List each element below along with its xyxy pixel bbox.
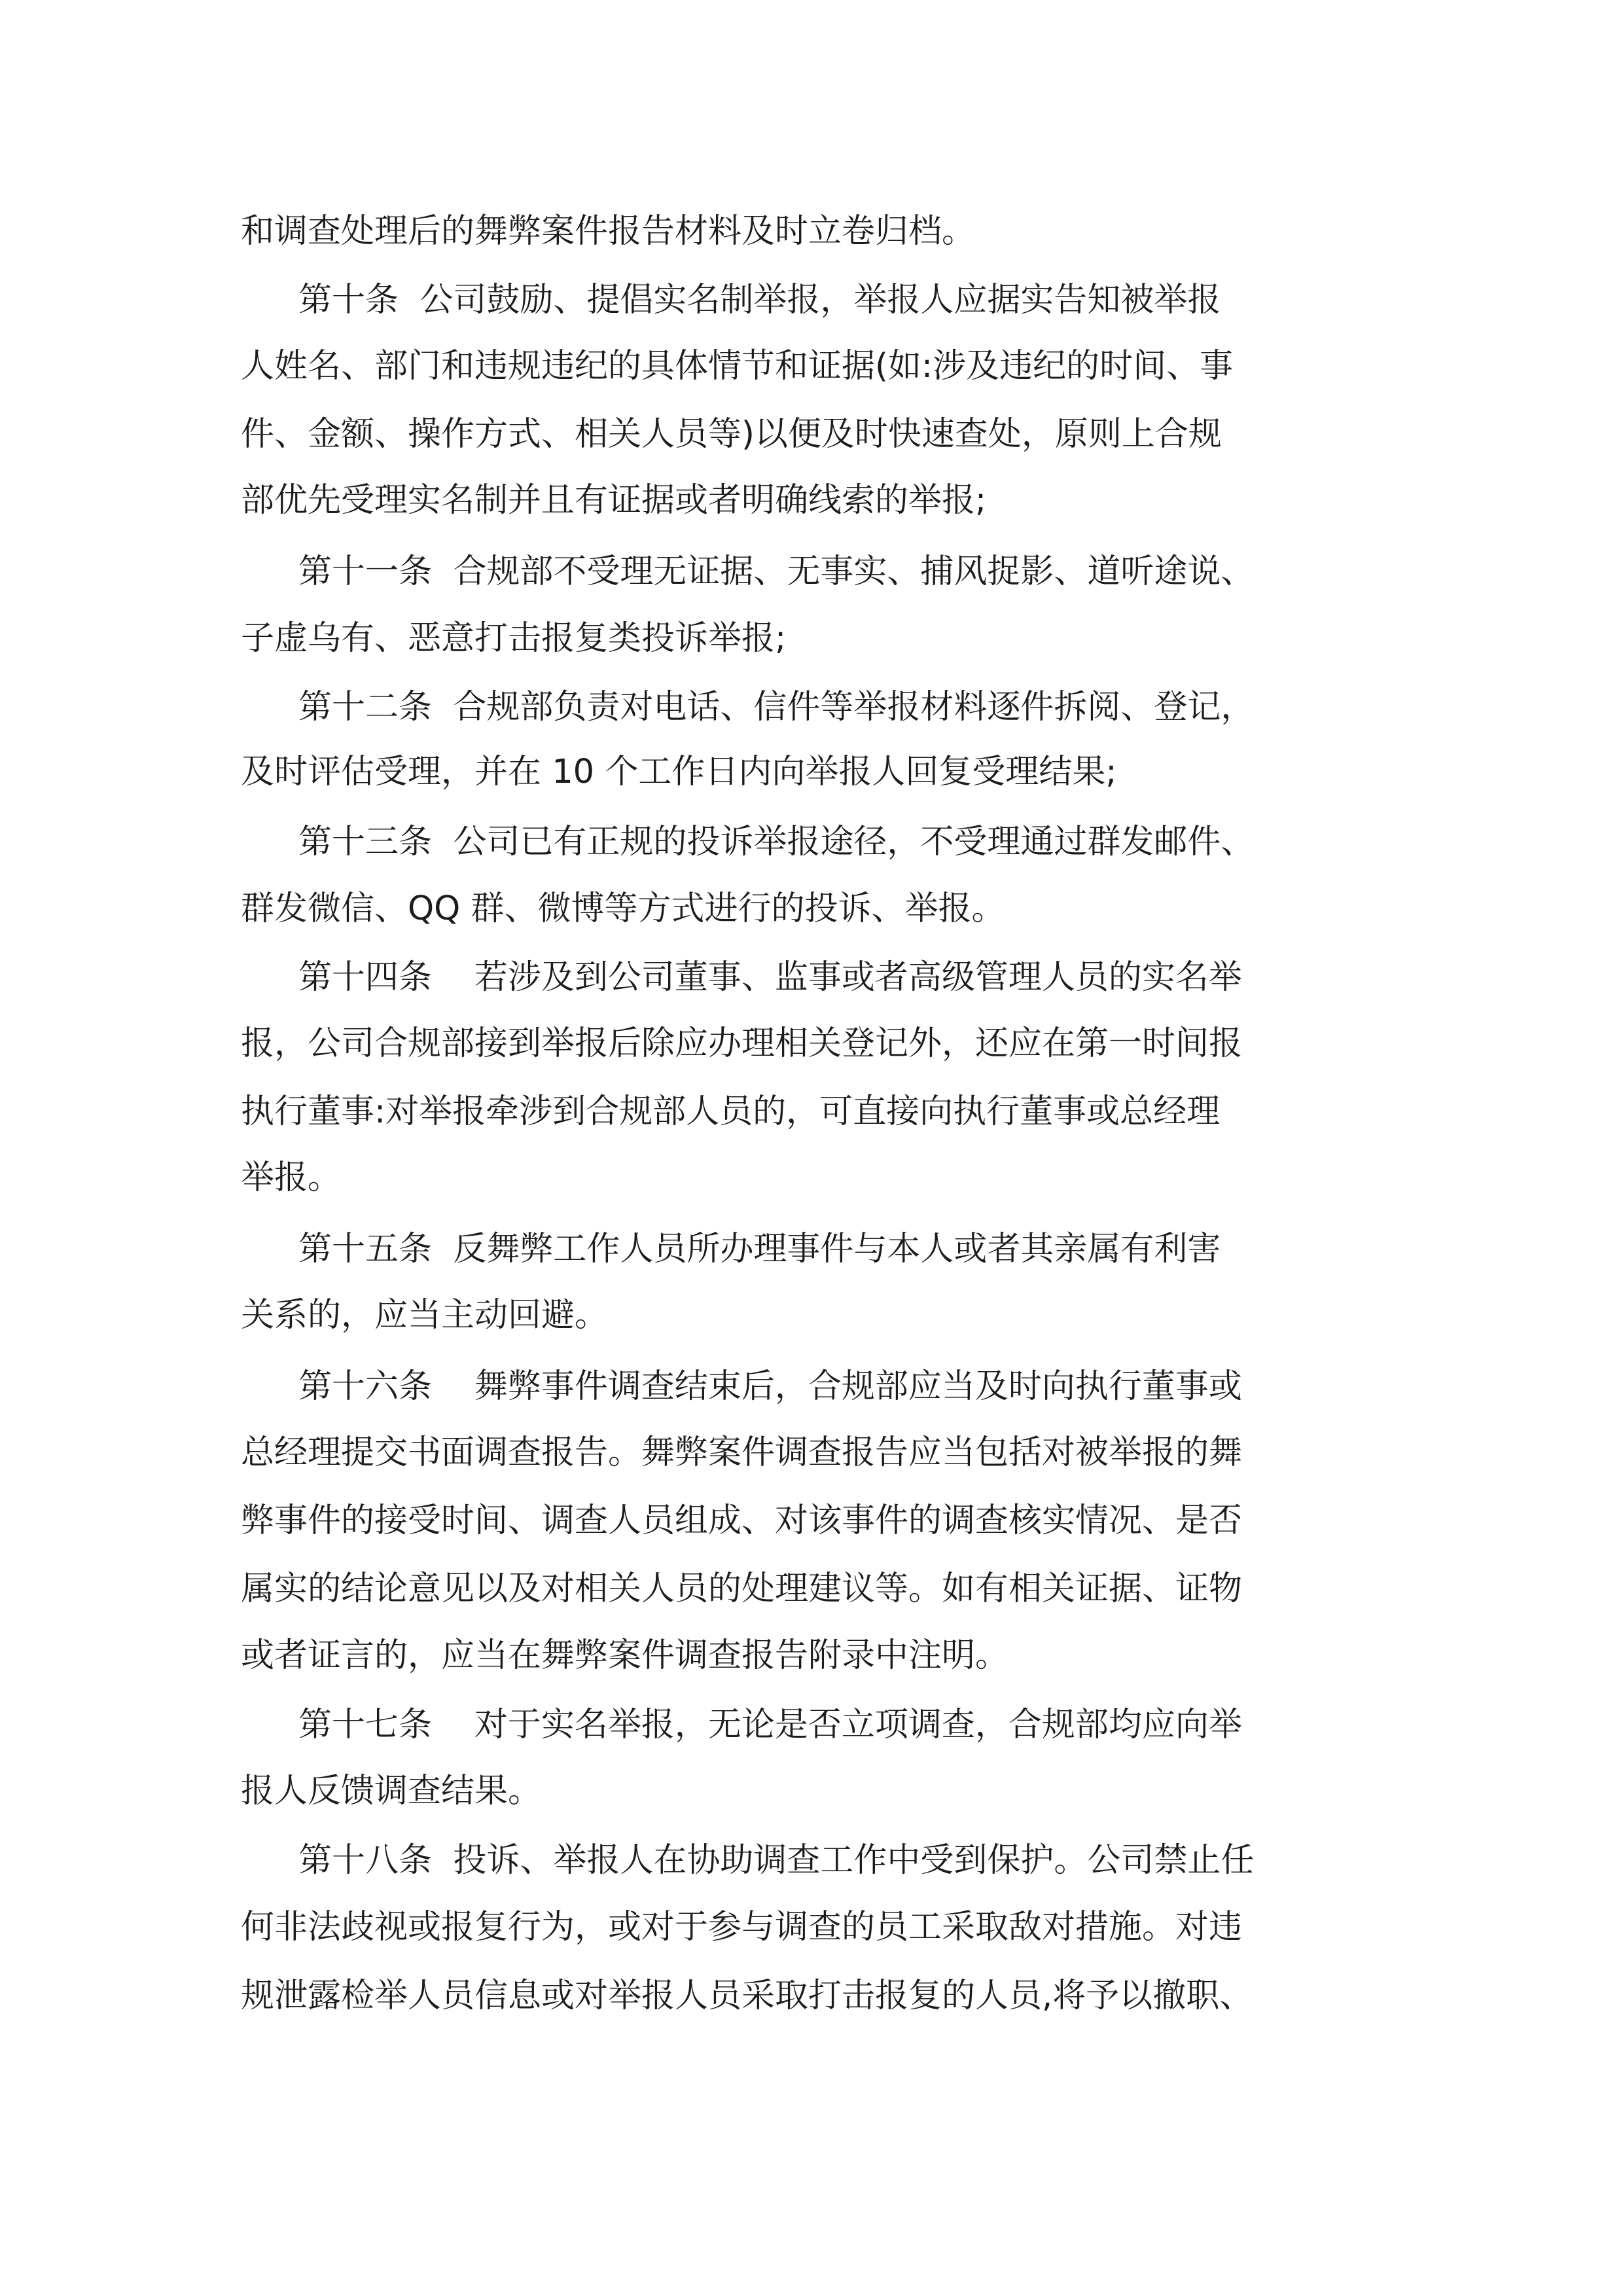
text-line: 何非法歧视或报复行为，或对于参与调查的员工采取敌对措施。对违 bbox=[241, 1908, 1243, 1946]
text-line: 人姓名、部门和违规违纪的具体情节和证据(如:涉及违纪的时间、事 bbox=[241, 347, 1234, 386]
text-line: 规泄露检举人员信息或对举报人员采取打击报复的人员,将予以撤职、 bbox=[241, 1977, 1253, 2015]
article-17-heading-line: 第十七条 对于实名举报，无论是否立项调查，合规部均应向举 bbox=[298, 1706, 1242, 1744]
article-11-heading-line: 第十一条 合规部不受理无证据、无事实、捕风捉影、道听途说、 bbox=[298, 552, 1255, 591]
article-16-heading-line: 第十六条 舞弊事件调查结束后，合规部应当及时向执行董事或 bbox=[298, 1367, 1242, 1406]
text-line: 部优先受理实名制并且有证据或者明确线索的举报; bbox=[241, 481, 987, 520]
text-line: 群发微信、QQ 群、微博等方式进行的投诉、举报。 bbox=[241, 889, 1005, 928]
article-18-heading-line: 第十八条 投诉、举报人在协助调查工作中受到保护。公司禁止任 bbox=[298, 1841, 1255, 1880]
text-line: 举报。 bbox=[241, 1158, 342, 1197]
text-line: 件、金额、操作方式、相关人员等)以便及时快速查处，原则上合规 bbox=[241, 415, 1222, 454]
text-line: 报，公司合规部接到举报后除应办理相关登记外，还应在第一时间报 bbox=[241, 1024, 1243, 1063]
article-10-heading-line: 第十条 公司鼓励、提倡实名制举报，举报人应据实告知被举报 bbox=[298, 281, 1221, 319]
article-15-heading-line: 第十五条 反舞弊工作人员所办理事件与本人或者其亲属有利害 bbox=[298, 1230, 1221, 1268]
text-line: 属实的结论意见以及对相关人员的处理建议等。如有相关证据、证物 bbox=[241, 1570, 1243, 1608]
article-12-heading-line: 第十二条 合规部负责对电话、信件等举报材料逐件拆阅、登记， bbox=[298, 688, 1255, 726]
text-line: 子虚乌有、恶意打击报复类投诉举报; bbox=[241, 619, 787, 658]
text-line: 及时评估受理，并在 10 个工作日内向举报人回复受理结果; bbox=[241, 753, 1117, 791]
text-line: 或者证言的，应当在舞弊案件调查报告附录中注明。 bbox=[241, 1636, 1009, 1675]
text-line: 总经理提交书面调查报告。舞弊案件调查报告应当包括对被举报的舞 bbox=[241, 1433, 1243, 1472]
article-13-heading-line: 第十三条 公司已有正规的投诉举报途径，不受理通过群发邮件、 bbox=[298, 823, 1255, 861]
text-line: 报人反馈调查结果。 bbox=[241, 1772, 542, 1810]
text-line: 弊事件的接受时间、调查人员组成、对该事件的调查核实情况、是否 bbox=[241, 1501, 1243, 1540]
text-line: 执行董事:对举报牵涉到合规部人员的，可直接向执行董事或总经理 bbox=[241, 1092, 1221, 1131]
article-14-heading-line: 第十四条 若涉及到公司董事、监事或者高级管理人员的实名举 bbox=[298, 958, 1242, 997]
text-line: 关系的，应当主动回避。 bbox=[241, 1296, 609, 1335]
text-line: 和调查处理后的舞弊案件报告材料及时立卷归档。 bbox=[241, 212, 976, 251]
